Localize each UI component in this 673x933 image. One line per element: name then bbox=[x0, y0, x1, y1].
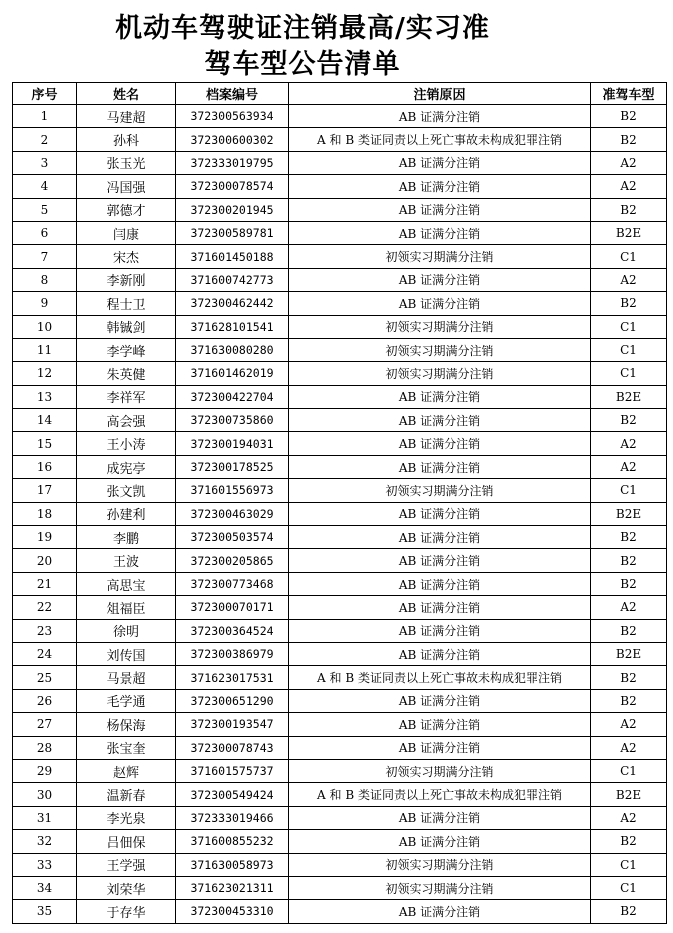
table-row bbox=[13, 759, 667, 782]
table-row bbox=[13, 502, 667, 525]
table-row bbox=[13, 245, 667, 268]
cell-name: 李学峰 bbox=[77, 338, 176, 361]
table-row bbox=[13, 876, 667, 899]
cell-index: 14 bbox=[13, 409, 77, 432]
cell-vehicle-class: A2 bbox=[591, 736, 667, 759]
cell-vehicle-class: B2E bbox=[591, 783, 667, 806]
cell-name: 孙建利 bbox=[77, 502, 176, 525]
cell-reason: 初领实习期满分注销 bbox=[289, 759, 591, 782]
cell-index: 30 bbox=[13, 783, 77, 806]
cell-vehicle-class: C1 bbox=[591, 479, 667, 502]
cell-reason: AB 证满分注销 bbox=[289, 502, 591, 525]
cell-name: 于存华 bbox=[77, 900, 176, 923]
cell-file-number: 371623021311 bbox=[176, 876, 289, 899]
page-title-line2: 驾车型公告清单 bbox=[204, 49, 401, 80]
cell-file-number: 372300193547 bbox=[176, 713, 289, 736]
cell-index: 15 bbox=[13, 432, 77, 455]
cell-index: 25 bbox=[13, 666, 77, 689]
header-name: 姓名 bbox=[77, 83, 176, 105]
cell-file-number: 372300773468 bbox=[176, 572, 289, 595]
cell-reason: 初领实习期满分注销 bbox=[289, 853, 591, 876]
cell-name: 马建超 bbox=[77, 105, 176, 128]
cell-name: 王小涛 bbox=[77, 432, 176, 455]
cell-file-number: 371601575737 bbox=[176, 759, 289, 782]
header-vehicle-class: 准驾车型 bbox=[591, 83, 667, 105]
cell-file-number: 372300201945 bbox=[176, 198, 289, 221]
cell-name: 李鹏 bbox=[77, 526, 176, 549]
cell-vehicle-class: B2 bbox=[591, 198, 667, 221]
cell-vehicle-class: B2E bbox=[591, 642, 667, 665]
cell-vehicle-class: C1 bbox=[591, 853, 667, 876]
cell-index: 23 bbox=[13, 619, 77, 642]
cell-name: 刘荣华 bbox=[77, 876, 176, 899]
cell-vehicle-class: A2 bbox=[591, 713, 667, 736]
table-row bbox=[13, 713, 667, 736]
cell-vehicle-class: A2 bbox=[591, 151, 667, 174]
cell-file-number: 372300205865 bbox=[176, 549, 289, 572]
cell-name: 王波 bbox=[77, 549, 176, 572]
cell-vehicle-class: B2 bbox=[591, 526, 667, 549]
cell-index: 31 bbox=[13, 806, 77, 829]
cell-file-number: 371600742773 bbox=[176, 268, 289, 291]
cell-index: 11 bbox=[13, 338, 77, 361]
cell-file-number: 372300600302 bbox=[176, 128, 289, 151]
cell-reason: AB 证满分注销 bbox=[289, 830, 591, 853]
cell-vehicle-class: A2 bbox=[591, 596, 667, 619]
table-row bbox=[13, 409, 667, 432]
cell-file-number: 372300178525 bbox=[176, 455, 289, 478]
table-header-row bbox=[13, 83, 667, 105]
cell-reason: AB 证满分注销 bbox=[289, 549, 591, 572]
cell-index: 2 bbox=[13, 128, 77, 151]
cell-name: 韩铖剑 bbox=[77, 315, 176, 338]
cell-index: 27 bbox=[13, 713, 77, 736]
cell-index: 21 bbox=[13, 572, 77, 595]
cell-index: 35 bbox=[13, 900, 77, 923]
cell-file-number: 371601450188 bbox=[176, 245, 289, 268]
table-row bbox=[13, 642, 667, 665]
table-row bbox=[13, 385, 667, 408]
cell-reason: AB 证满分注销 bbox=[289, 151, 591, 174]
cell-file-number: 372300386979 bbox=[176, 642, 289, 665]
cell-file-number: 372333019466 bbox=[176, 806, 289, 829]
cell-file-number: 371628101541 bbox=[176, 315, 289, 338]
cell-reason: A 和 B 类证同责以上死亡事故未构成犯罪注销 bbox=[289, 783, 591, 806]
cancellation-table bbox=[12, 82, 667, 924]
cell-file-number: 372300422704 bbox=[176, 385, 289, 408]
cell-vehicle-class: B2 bbox=[591, 689, 667, 712]
cell-name: 高会强 bbox=[77, 409, 176, 432]
cell-file-number: 372300549424 bbox=[176, 783, 289, 806]
cell-file-number: 372300589781 bbox=[176, 221, 289, 244]
cell-reason: AB 证满分注销 bbox=[289, 526, 591, 549]
cell-vehicle-class: A2 bbox=[591, 455, 667, 478]
cell-file-number: 372300503574 bbox=[176, 526, 289, 549]
cell-reason: AB 证满分注销 bbox=[289, 198, 591, 221]
cell-index: 19 bbox=[13, 526, 77, 549]
cell-reason: AB 证满分注销 bbox=[289, 713, 591, 736]
header-index: 序号 bbox=[13, 83, 77, 105]
cell-vehicle-class: C1 bbox=[591, 338, 667, 361]
cell-reason: AB 证满分注销 bbox=[289, 900, 591, 923]
cell-name: 毛学通 bbox=[77, 689, 176, 712]
table-row bbox=[13, 666, 667, 689]
cell-name: 马景超 bbox=[77, 666, 176, 689]
cell-file-number: 372300462442 bbox=[176, 292, 289, 315]
cell-index: 9 bbox=[13, 292, 77, 315]
cell-name: 冯国强 bbox=[77, 175, 176, 198]
cell-file-number: 371601462019 bbox=[176, 362, 289, 385]
cell-vehicle-class: B2 bbox=[591, 128, 667, 151]
cell-name: 赵辉 bbox=[77, 759, 176, 782]
table-row bbox=[13, 198, 667, 221]
cell-file-number: 372300735860 bbox=[176, 409, 289, 432]
table-row bbox=[13, 689, 667, 712]
table-row bbox=[13, 362, 667, 385]
cell-name: 吕佃保 bbox=[77, 830, 176, 853]
cell-file-number: 372300364524 bbox=[176, 619, 289, 642]
cell-file-number: 372300453310 bbox=[176, 900, 289, 923]
cell-file-number: 371630080280 bbox=[176, 338, 289, 361]
cell-name: 杨保海 bbox=[77, 713, 176, 736]
cell-file-number: 372300078743 bbox=[176, 736, 289, 759]
cell-name: 郭德才 bbox=[77, 198, 176, 221]
cell-name: 李祥军 bbox=[77, 385, 176, 408]
cell-reason: 初领实习期满分注销 bbox=[289, 315, 591, 338]
cell-reason: AB 证满分注销 bbox=[289, 268, 591, 291]
cell-index: 29 bbox=[13, 759, 77, 782]
cell-vehicle-class: C1 bbox=[591, 245, 667, 268]
cell-vehicle-class: C1 bbox=[591, 362, 667, 385]
cell-name: 张文凯 bbox=[77, 479, 176, 502]
cell-reason: AB 证满分注销 bbox=[289, 105, 591, 128]
cell-vehicle-class: B2E bbox=[591, 502, 667, 525]
header-reason: 注销原因 bbox=[289, 83, 591, 105]
table-row bbox=[13, 432, 667, 455]
header-file-number: 档案编号 bbox=[176, 83, 289, 105]
cell-reason: AB 证满分注销 bbox=[289, 619, 591, 642]
cell-file-number: 372300463029 bbox=[176, 502, 289, 525]
table-row bbox=[13, 736, 667, 759]
table-row bbox=[13, 830, 667, 853]
cell-name: 刘传国 bbox=[77, 642, 176, 665]
cell-index: 26 bbox=[13, 689, 77, 712]
cell-file-number: 372300651290 bbox=[176, 689, 289, 712]
cell-index: 7 bbox=[13, 245, 77, 268]
cell-index: 22 bbox=[13, 596, 77, 619]
cell-vehicle-class: A2 bbox=[591, 432, 667, 455]
cell-vehicle-class: B2 bbox=[591, 549, 667, 572]
table-row bbox=[13, 549, 667, 572]
cell-reason: AB 证满分注销 bbox=[289, 736, 591, 759]
cell-file-number: 372300070171 bbox=[176, 596, 289, 619]
cell-vehicle-class: B2 bbox=[591, 105, 667, 128]
cell-index: 24 bbox=[13, 642, 77, 665]
table-row bbox=[13, 175, 667, 198]
page-title-line1: 机动车驾驶证注销最高/实习准 bbox=[115, 13, 490, 44]
table-row bbox=[13, 128, 667, 151]
cell-vehicle-class: C1 bbox=[591, 315, 667, 338]
cell-reason: AB 证满分注销 bbox=[289, 572, 591, 595]
cell-index: 6 bbox=[13, 221, 77, 244]
table-row bbox=[13, 479, 667, 502]
cell-file-number: 372300563934 bbox=[176, 105, 289, 128]
table-row bbox=[13, 619, 667, 642]
cell-reason: 初领实习期满分注销 bbox=[289, 479, 591, 502]
cell-vehicle-class: A2 bbox=[591, 175, 667, 198]
cell-name: 张宝奎 bbox=[77, 736, 176, 759]
cell-vehicle-class: B2 bbox=[591, 830, 667, 853]
cell-reason: AB 证满分注销 bbox=[289, 292, 591, 315]
cell-index: 10 bbox=[13, 315, 77, 338]
table-row bbox=[13, 526, 667, 549]
cell-vehicle-class: C1 bbox=[591, 876, 667, 899]
cell-name: 闫康 bbox=[77, 221, 176, 244]
cell-name: 温新春 bbox=[77, 783, 176, 806]
cell-reason: AB 证满分注销 bbox=[289, 642, 591, 665]
table-row bbox=[13, 315, 667, 338]
cell-index: 5 bbox=[13, 198, 77, 221]
cell-index: 13 bbox=[13, 385, 77, 408]
cell-vehicle-class: B2 bbox=[591, 619, 667, 642]
cell-file-number: 371630058973 bbox=[176, 853, 289, 876]
cell-reason: 初领实习期满分注销 bbox=[289, 338, 591, 361]
table-row bbox=[13, 853, 667, 876]
cell-name: 俎福臣 bbox=[77, 596, 176, 619]
table-row bbox=[13, 338, 667, 361]
cell-index: 18 bbox=[13, 502, 77, 525]
table-row bbox=[13, 572, 667, 595]
cell-reason: AB 证满分注销 bbox=[289, 596, 591, 619]
cell-file-number: 371623017531 bbox=[176, 666, 289, 689]
cell-vehicle-class: B2 bbox=[591, 572, 667, 595]
cell-index: 8 bbox=[13, 268, 77, 291]
cell-reason: AB 证满分注销 bbox=[289, 689, 591, 712]
cell-index: 3 bbox=[13, 151, 77, 174]
cell-name: 成宪亭 bbox=[77, 455, 176, 478]
cell-reason: AB 证满分注销 bbox=[289, 432, 591, 455]
table-row bbox=[13, 292, 667, 315]
cell-name: 李新刚 bbox=[77, 268, 176, 291]
cell-vehicle-class: B2E bbox=[591, 385, 667, 408]
cell-vehicle-class: A2 bbox=[591, 806, 667, 829]
cell-file-number: 371600855232 bbox=[176, 830, 289, 853]
cell-name: 程士卫 bbox=[77, 292, 176, 315]
cell-index: 32 bbox=[13, 830, 77, 853]
cell-file-number: 372300194031 bbox=[176, 432, 289, 455]
cell-index: 20 bbox=[13, 549, 77, 572]
cell-vehicle-class: B2 bbox=[591, 666, 667, 689]
cell-reason: A 和 B 类证同责以上死亡事故未构成犯罪注销 bbox=[289, 128, 591, 151]
cell-file-number: 372300078574 bbox=[176, 175, 289, 198]
cell-index: 16 bbox=[13, 455, 77, 478]
cell-vehicle-class: C1 bbox=[591, 759, 667, 782]
cell-index: 28 bbox=[13, 736, 77, 759]
table-row bbox=[13, 151, 667, 174]
cell-name: 王学强 bbox=[77, 853, 176, 876]
cell-vehicle-class: A2 bbox=[591, 268, 667, 291]
cell-file-number: 371601556973 bbox=[176, 479, 289, 502]
table-body bbox=[13, 105, 667, 924]
cell-name: 孙科 bbox=[77, 128, 176, 151]
cell-name: 徐明 bbox=[77, 619, 176, 642]
table-row bbox=[13, 783, 667, 806]
cell-name: 朱英健 bbox=[77, 362, 176, 385]
cell-reason: 初领实习期满分注销 bbox=[289, 362, 591, 385]
cell-reason: AB 证满分注销 bbox=[289, 221, 591, 244]
cell-reason: 初领实习期满分注销 bbox=[289, 245, 591, 268]
cell-file-number: 372333019795 bbox=[176, 151, 289, 174]
cell-name: 张玉光 bbox=[77, 151, 176, 174]
cell-index: 1 bbox=[13, 105, 77, 128]
cell-index: 17 bbox=[13, 479, 77, 502]
cell-name: 李光泉 bbox=[77, 806, 176, 829]
table-row bbox=[13, 455, 667, 478]
cell-vehicle-class: B2 bbox=[591, 292, 667, 315]
cell-reason: AB 证满分注销 bbox=[289, 455, 591, 478]
cell-name: 宋杰 bbox=[77, 245, 176, 268]
cell-index: 34 bbox=[13, 876, 77, 899]
cell-vehicle-class: B2 bbox=[591, 409, 667, 432]
cell-index: 12 bbox=[13, 362, 77, 385]
cell-index: 4 bbox=[13, 175, 77, 198]
cell-reason: AB 证满分注销 bbox=[289, 409, 591, 432]
cell-reason: 初领实习期满分注销 bbox=[289, 876, 591, 899]
cell-reason: AB 证满分注销 bbox=[289, 175, 591, 198]
cell-index: 33 bbox=[13, 853, 77, 876]
cell-vehicle-class: B2 bbox=[591, 900, 667, 923]
table-row bbox=[13, 221, 667, 244]
cell-reason: AB 证满分注销 bbox=[289, 806, 591, 829]
table-row bbox=[13, 268, 667, 291]
table-row bbox=[13, 596, 667, 619]
cell-name: 高思宝 bbox=[77, 572, 176, 595]
table-row bbox=[13, 900, 667, 923]
cell-reason: AB 证满分注销 bbox=[289, 385, 591, 408]
table-row bbox=[13, 806, 667, 829]
table-row bbox=[13, 105, 667, 128]
cell-reason: A 和 B 类证同责以上死亡事故未构成犯罪注销 bbox=[289, 666, 591, 689]
cell-vehicle-class: B2E bbox=[591, 221, 667, 244]
